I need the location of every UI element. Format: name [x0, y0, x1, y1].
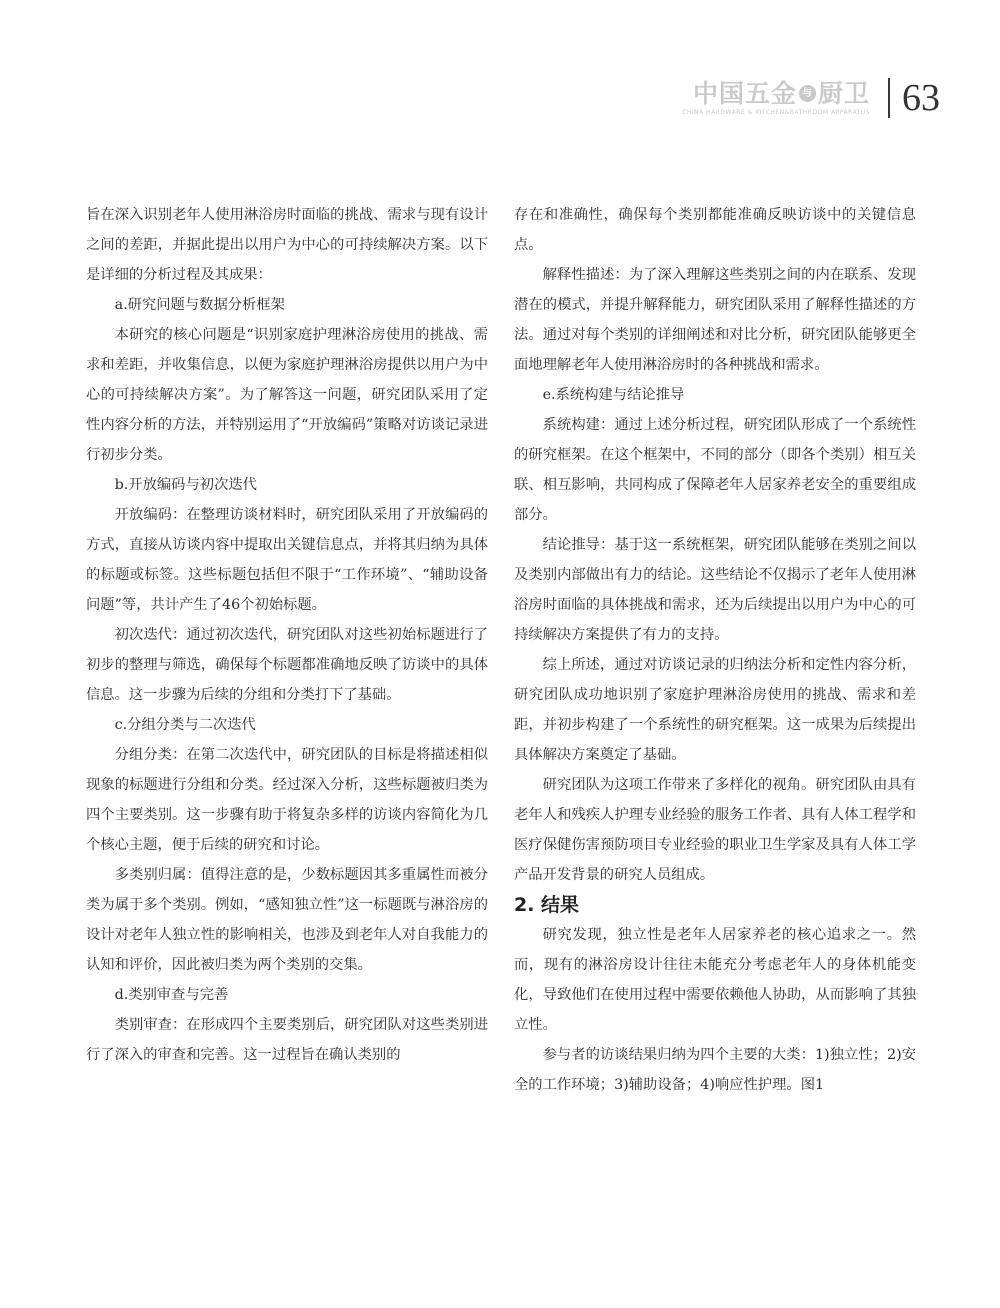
magazine-name-part-b: 厨卫	[817, 78, 870, 108]
paragraph: 研究发现，独立性是老年人居家养老的核心追求之一。然而，现有的淋浴房设计往往未能充分考虑老年人的身体机能变化，导致他们在使用过程中需要依赖他人协助，从而影响了其独立性。	[514, 927, 916, 1033]
subsection-heading: c.分组分类与二次迭代	[114, 717, 256, 733]
magazine-logo	[682, 78, 870, 116]
paragraph: 研究团队为这项工作带来了多样化的视角。研究团队由具有老年人和残疾人护理专业经验的服务工作者、具有人体工程学和医疗保健伤害预防项目专业经验的职业卫生学家及具有人体工学产品开发背景的研究人员组成。	[514, 777, 916, 883]
paragraph: 参与者的访谈结果归纳为四个主要的大类：1)独立性；2)安全的工作环境；3)辅助设备；4)响应性护理。图1	[514, 1047, 916, 1093]
paragraph: 本研究的核心问题是“识别家庭护理淋浴房使用的挑战、需求和差距，并收集信息，以便为家庭护理淋浴房提供以用户为中心的可持续解决方案”。为了解答这一问题，研究团队采用了定性内容分析的方法，并特别运用了“开放编码”策略对访谈记录进行初步分类。	[86, 327, 488, 463]
paragraph: 类别审查：在形成四个主要类别后，研究团队对这些类别进行了深入的审查和完善。这一过程旨在确认类别的	[86, 1017, 488, 1063]
paragraph: 系统构建：通过上述分析过程，研究团队形成了一个系统性的研究框架。在这个框架中，不同的部分（即各个类别）相互关联、相互影响，共同构成了保障老年人居家养老安全的重要组成部分。	[514, 417, 916, 523]
subsection-heading: b.开放编码与初次迭代	[114, 477, 257, 493]
paragraph: 分组分类：在第二次迭代中，研究团队的目标是将描述相似现象的标题进行分组和分类。经过深入分析，这些标题被归类为四个主要类别。这一步骤有助于将复杂多样的访谈内容简化为几个核心主题，便于后续的研究和讨论。	[86, 747, 488, 853]
paragraph: 旨在深入识别老年人使用淋浴房时面临的挑战、需求与现有设计之间的差距，并据此提出以用户为中心的可持续解决方案。以下是详细的分析过程及其成果：	[86, 207, 488, 283]
logo-badge-icon: 与	[799, 85, 816, 102]
paragraph: 开放编码：在整理访谈材料时，研究团队采用了开放编码的方式，直接从访谈内容中提取出关键信息点，并将其归纳为具体的标题或标签。这些标题包括但不限于“工作环境”、“辅助设备问题”等，共计产生了46个初始标题。	[86, 507, 488, 613]
paragraph: 结论推导：基于这一系统框架，研究团队能够在类别之间以及类别内部做出有力的结论。这些结论不仅揭示了老年人使用淋浴房时面临的具体挑战和需求，还为后续提出以用户为中心的可持续解决方案提供了有力的支持。	[514, 537, 916, 643]
subsection-heading: a.研究问题与数据分析框架	[114, 297, 285, 313]
magazine-name-part-a: 中国五金	[692, 78, 797, 108]
subsection-heading: e.系统构建与结论推导	[542, 387, 685, 403]
section-title: 2. 结果	[514, 894, 580, 916]
paragraph: 解释性描述：为了深入理解这些类别之间的内在联系、发现潜在的模式，并提升解释能力，研究团队采用了解释性描述的方法。通过对每个类别的详细阐述和对比分析，研究团队能够更全面地理解老年人使用淋浴房时的各种挑战和需求。	[514, 267, 916, 373]
header-divider	[888, 78, 890, 118]
magazine-english-name: CHINA HARDWARE & KITCHEN&BATHROOM APPARATUS	[682, 108, 870, 116]
paragraph: 存在和准确性，确保每个类别都能准确反映访谈中的关键信息点。	[514, 207, 916, 253]
left-column	[86, 200, 488, 1070]
paragraph: 初次迭代：通过初次迭代，研究团队对这些初始标题进行了初步的整理与筛选，确保每个标题都准确地反映了访谈中的具体信息。这一步骤为后续的分组和分类打下了基础。	[86, 627, 488, 703]
right-column	[514, 200, 916, 1100]
page-header	[682, 70, 940, 126]
paragraph: 综上所述，通过对访谈记录的归纳法分析和定性内容分析，研究团队成功地识别了家庭护理淋浴房使用的挑战、需求和差距，并初步构建了一个系统性的研究框架。这一成果为后续提出具体解决方案奠定了基础。	[514, 657, 916, 763]
subsection-heading: d.类别审查与完善	[114, 987, 229, 1003]
paragraph: 多类别归属：值得注意的是，少数标题因其多重属性而被分类为属于多个类别。例如，“感知独立性”这一标题既与淋浴房的设计对老年人独立性的影响相关，也涉及到老年人对自我能力的认知和评价，因此被归类为两个类别的交集。	[86, 867, 488, 973]
page-number: 63	[902, 77, 940, 119]
magazine-name	[692, 78, 870, 108]
